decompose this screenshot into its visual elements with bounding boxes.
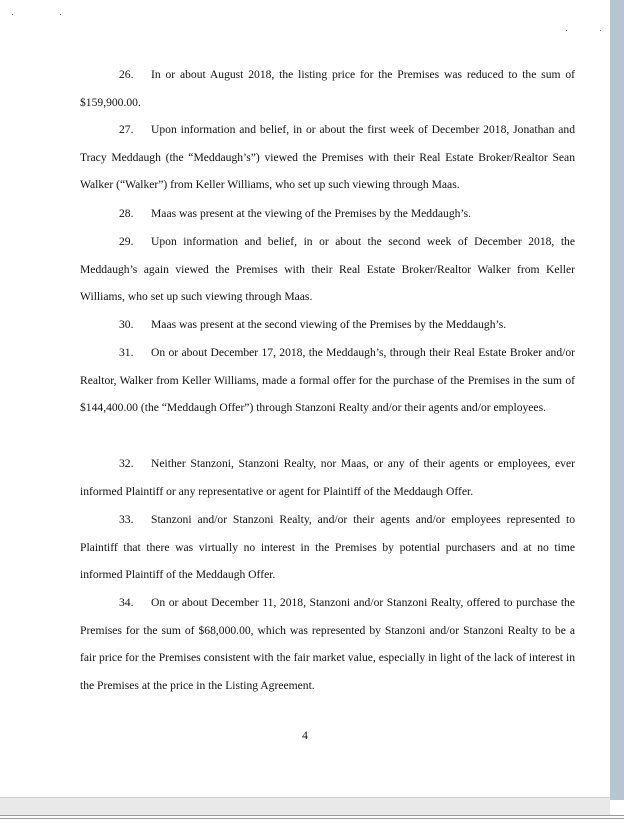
- vertical-scrollbar[interactable]: [610, 0, 624, 800]
- paragraph-number: 33.: [119, 513, 134, 526]
- bottom-divider: [0, 815, 624, 816]
- scan-speck: [566, 30, 567, 31]
- paragraph-number: 26.: [119, 68, 134, 81]
- paragraph-31: [80, 339, 575, 422]
- paragraph-text: In or about August 2018, the listing price for the Premises was reduced to the sum of $159,900.00.: [80, 68, 575, 109]
- paragraph-26: [80, 61, 575, 116]
- paragraph-27: [80, 116, 575, 199]
- paragraph-text: Upon information and belief, in or about the first week of December 2018, Jonathan and Tracy Meddaugh (the “Meddaugh’s”) viewed the Premises with their Real Estate Broker/Realtor Sean Walker (“Walker”) from Keller Williams, who set up such viewing through Maas.: [80, 123, 575, 192]
- paragraph-32: [80, 450, 575, 505]
- paragraph-33: [80, 506, 575, 589]
- scan-speck: [600, 30, 601, 31]
- paragraph-number: 31.: [119, 346, 134, 359]
- paragraph-number: 34.: [119, 596, 134, 609]
- paragraph-number: 32.: [119, 457, 134, 470]
- paragraph-text: On or about December 17, 2018, the Meddaugh’s, through their Real Estate Broker and/or Realtor, Walker from Keller Williams, made a formal offer for the purchase of the Premises in the sum of $144,400.00 (the “Meddaugh Offer”) through Stanzoni Realty and/or their agents and/or employees.: [80, 346, 575, 415]
- paragraph-text: Maas was present at the second viewing of the Premises by the Meddaugh’s.: [151, 318, 507, 331]
- paragraph-text: Maas was present at the viewing of the Premises by the Meddaugh’s.: [151, 207, 472, 220]
- paragraph-30: [80, 311, 575, 339]
- paragraph-34: [80, 589, 575, 700]
- paragraph-29: [80, 228, 575, 311]
- paragraph-text: Stanzoni and/or Stanzoni Realty, and/or their agents and/or employees represented to Plaintiff that there was virtually no interest in the Premises by potential purchasers and at no time informed Plaintiff of the Meddaugh Offer.: [80, 513, 575, 582]
- paragraph-28: [80, 200, 575, 228]
- paragraph-number: 28.: [119, 207, 134, 220]
- paragraph-text: Neither Stanzoni, Stanzoni Realty, nor Maas, or any of their agents or employees, ever informed Plaintiff or any representative or agent for Plaintiff of the Meddaugh Offer.: [80, 457, 575, 498]
- paragraph-number: 27.: [119, 123, 134, 136]
- page-separator: [0, 797, 610, 816]
- paragraph-text: Upon information and belief, in or about the second week of December 2018, the Meddaugh’s again viewed the Premises with their Real Estate Broker/Realtor Walker from Keller Williams, who set up such viewing through Maas.: [80, 235, 575, 304]
- paragraph-number: 30.: [119, 318, 134, 331]
- bottom-divider: [0, 818, 624, 819]
- scan-speck: [12, 14, 13, 15]
- paragraph-number: 29.: [119, 235, 134, 248]
- paragraph-text: On or about December 11, 2018, Stanzoni and/or Stanzoni Realty, offered to purchase the Premises for the sum of $68,000.00, which was represented by Stanzoni and/or Stanzoni Realty to be a fair price for the Premises consistent with the fair market value, especially in light of the lack of interest in the Premises at the price in the Listing Agreement.: [80, 596, 575, 693]
- scan-speck: [60, 14, 61, 15]
- page-number: 4: [302, 729, 308, 742]
